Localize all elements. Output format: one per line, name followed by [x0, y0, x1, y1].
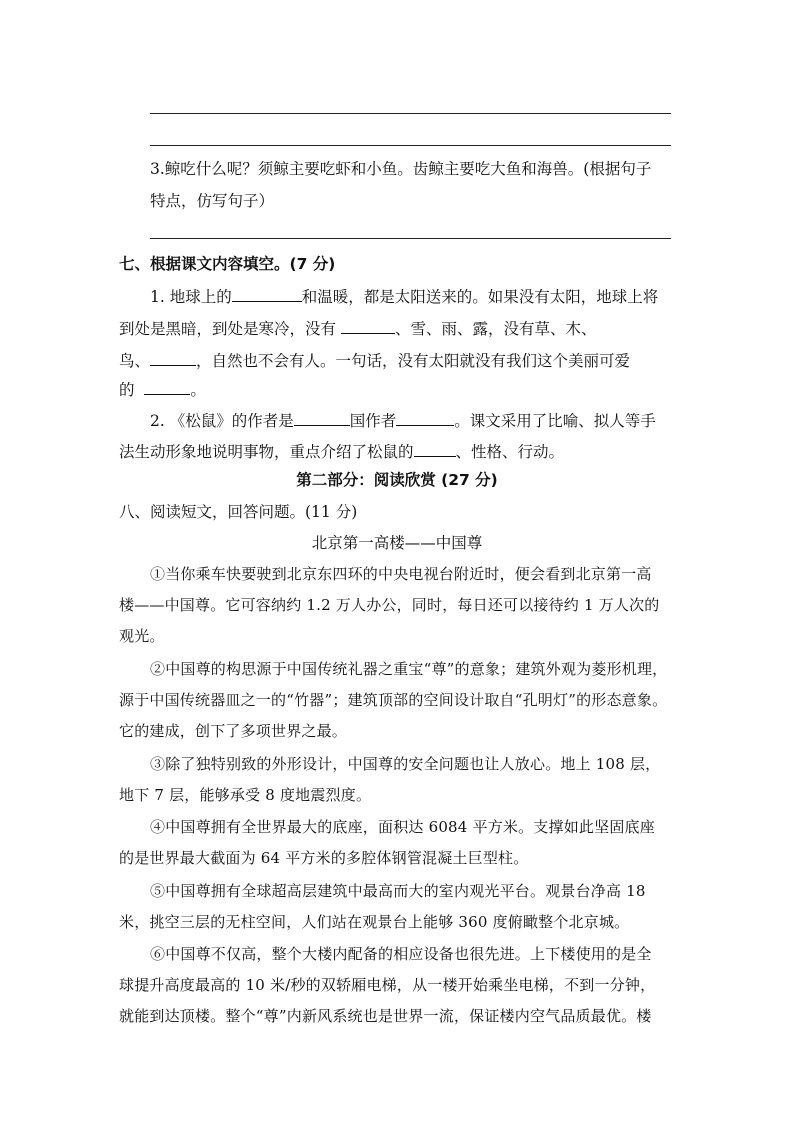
answer-line[interactable]: [150, 113, 671, 114]
article-line: 源于中国传统器皿之一的“竹器”；建筑顶部的空间设计取自“孔明灯”的形态意象。: [119, 691, 668, 709]
article-line: ④中国尊拥有全世界最大的底座，面积达 6084 平方米。支撑如此坚固底座: [150, 818, 655, 836]
article-line: ②中国尊的构思源于中国传统礼器之重宝“尊”的意象；建筑外观为菱形机理，: [150, 660, 668, 678]
article-line: 球提升高度最高的 10 米/秒的双轿厢电梯，从一楼开始乘坐电梯，不到一分钟，: [119, 976, 656, 994]
fill-blank[interactable]: [414, 441, 456, 457]
article-line: 的是世界最大截面为 64 平方米的多腔体钢管混凝土巨型柱。: [119, 849, 529, 867]
fill-blank[interactable]: [144, 379, 190, 395]
answer-line[interactable]: [150, 145, 671, 146]
article-line: ③除了独特别致的外形设计，中国尊的安全问题也让人放心。地上 108 层，: [150, 755, 661, 773]
fill-q2-line-2: 法生动形象地说明事物，重点介绍了松鼠的 、性格、行动。: [119, 443, 565, 461]
fill-q1-line-2: 到处是黑暗，到处是寒冷，没有 、雪、雨、露，没有草、木、: [119, 320, 597, 338]
fill-q2-line-1: 2. 《松鼠》的作者是 国作者 。课文采用了比喻、拟人等手: [150, 412, 656, 430]
article-title: 北京第一高楼——中国尊: [311, 534, 483, 552]
article-line: 就能到达顶楼。整个“尊”内新风系统也是世界一流，保证楼内空气品质最优。楼: [119, 1007, 652, 1025]
fill-q1-line-1: 1. 地球上的 和温暖，都是太阳送来的。如果没有太阳，地球上将: [150, 288, 659, 306]
question-3-line-1: 3.鲸吃什么呢？须鲸主要吃虾和小鱼。齿鲸主要吃大鱼和海兽。(根据句子: [150, 160, 652, 178]
section-8-heading: 八、阅读短文，回答问题。(11 分): [119, 503, 358, 521]
article-line: ⑤中国尊拥有全球超高层建筑中最高而大的室内观光平台。观景台净高 18: [150, 882, 646, 900]
article-line: 楼——中国尊。它可容纳约 1.2 万人办公，同时，每日还可以接待约 1 万人次的: [119, 596, 660, 614]
article-line: 地下 7 层，能够承受 8 度地震烈度。: [119, 786, 372, 804]
fill-blank[interactable]: [232, 286, 302, 302]
fill-blank[interactable]: [294, 410, 350, 426]
article-line: ①当你乘车快要驶到北京东四环的中央电视台附近时，便会看到北京第一高: [150, 565, 652, 583]
question-3-line-2: 特点，仿写句子）: [150, 192, 275, 210]
article-line: ⑥中国尊不仅高，整个大楼内配备的相应设备也很先进。上下楼使用的是全: [150, 945, 652, 963]
article-line: 它的建成，创下了多项世界之最。: [119, 722, 348, 740]
fill-q1-line-3: 鸟、 ，自然也不会有人。一句话，没有太阳就没有我们这个美丽可爱: [119, 352, 631, 370]
article-line: 观光。: [119, 627, 165, 645]
fill-blank[interactable]: [341, 318, 395, 334]
fill-blank[interactable]: [150, 350, 196, 366]
fill-blank[interactable]: [396, 410, 454, 426]
part-2-heading: 第二部分：阅读欣赏 (27 分): [296, 471, 498, 489]
article-line: 米，挑空三层的无柱空间，人们站在观景台上能够 360 度俯瞰整个北京城。: [119, 913, 630, 931]
fill-q1-line-4: 的 。: [119, 381, 206, 399]
answer-line[interactable]: [150, 238, 671, 239]
section-7-heading: 七、根据课文内容填空。(7 分): [119, 255, 336, 273]
